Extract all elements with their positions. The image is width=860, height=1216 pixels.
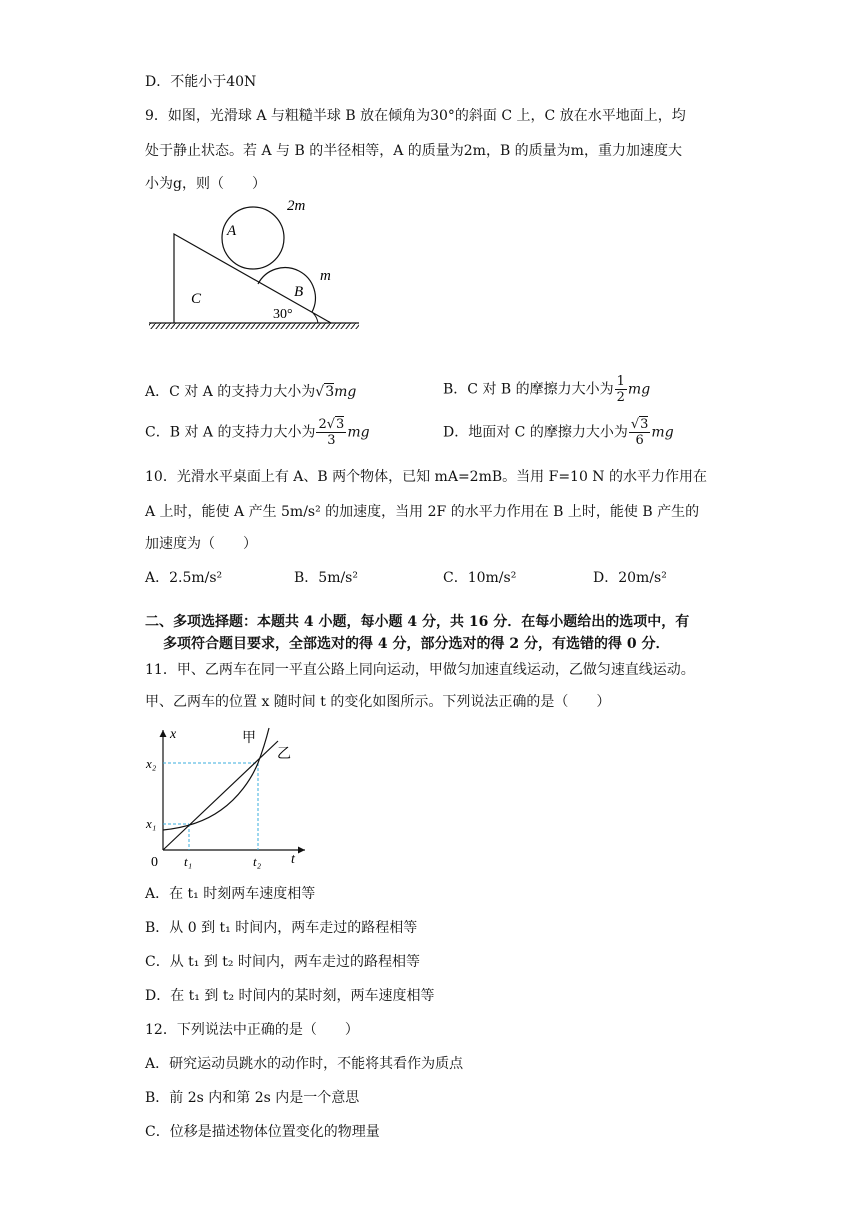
q11-xt-graph: [143, 720, 313, 870]
q12-option-c: C．位移是描述物体位置变化的物理量: [145, 1124, 380, 1140]
ground-hatch: [149, 323, 359, 329]
tick-t2: t₂: [253, 854, 262, 869]
q9-stem-line2: 处于静止状态。若 A 与 B 的半径相等，A 的质量为2m，B 的质量为m，重力加速度大: [145, 143, 682, 159]
section2-header-line1: 二、多项选择题：本题共 4 小题，每小题 4 分，共 16 分．在每小题给出的选项中，有: [145, 614, 690, 630]
q10-option-c: C．10m/s²: [443, 570, 517, 586]
q10-option-b: B．5m/s²: [294, 570, 358, 586]
q11-stem-line2: 甲、乙两车的位置 x 随时间 t 的变化如图所示。下列说法正确的是（ ）: [145, 694, 611, 710]
x-axis-label: t: [291, 852, 295, 867]
q9-option-c: C．B 对 A 的支持力大小为 $\frac{2√3}{3}$ mg: [145, 417, 370, 448]
q10-option-d: D．20m/s²: [593, 570, 667, 586]
q11-option-a: A．在 t₁ 时刻两车速度相等: [145, 886, 316, 902]
q9-stem-line3: 小为g，则（ ）: [145, 176, 266, 192]
y-axis-label: x: [170, 727, 177, 742]
q11-option-d: D．在 t₁ 到 t₂ 时间内的某时刻，两车速度相等: [145, 988, 435, 1004]
q9-incline-figure: [145, 198, 370, 338]
tick-x2: x₂: [146, 756, 157, 771]
tick-t1: t₁: [184, 854, 193, 869]
q12-option-b: B．前 2s 内和第 2s 内是一个意思: [145, 1090, 360, 1106]
q11-stem-line1: 11．甲、乙两车在同一平直公路上同向运动，甲做匀加速直线运动，乙做匀速直线运动。: [145, 662, 695, 678]
label-jia: 甲: [242, 731, 256, 746]
q12-option-a: A．研究运动员跳水的动作时，不能将其看作为质点: [145, 1056, 464, 1072]
q12-stem: 12．下列说法中正确的是（ ）: [145, 1022, 359, 1038]
q8-option-d: D．不能小于40N: [145, 74, 257, 90]
label-c: C: [191, 291, 202, 307]
q9-stem-line1: 9．如图，光滑球 A 与粗糙半球 B 放在倾角为30°的斜面 C 上，C 放在水平地面上，均: [145, 108, 686, 124]
section2-header-line2: 多项符合题目要求，全部选对的得 4 分，部分选对的得 2 分，有选错的得 0 分．: [163, 636, 670, 652]
q10-stem-line1: 10．光滑水平桌面上有 A、B 两个物体，已知 mA=2mB。当用 F=10 N 的水平力作用在: [145, 469, 708, 485]
tick-x1: x₁: [146, 816, 157, 831]
label-mass-a: 2m: [287, 198, 306, 214]
q11-option-b: B．从 0 到 t₁ 时间内，两车走过的路程相等: [145, 920, 418, 936]
q10-option-a: A．2.5m/s²: [145, 570, 223, 586]
q9-option-b: B．C 对 B 的摩擦力大小为 $\frac{1}{2}$ mg: [443, 374, 651, 405]
hemisphere-b: [258, 268, 315, 312]
line-yi: [163, 741, 278, 850]
q10-stem-line2: A 上时，能使 A 产生 5m/s² 的加速度，当用 2F 的水平力作用在 B 上时，能使 B 产生的: [145, 504, 700, 520]
q10-stem-line3: 加速度为（ ）: [145, 536, 257, 552]
q11-option-c: C．从 t₁ 到 t₂ 时间内，两车走过的路程相等: [145, 954, 420, 970]
label-angle: 30°: [273, 307, 293, 322]
q9-option-a: A．C 对 A 的支持力大小为√3mg: [145, 384, 357, 400]
label-yi: 乙: [277, 747, 291, 762]
label-mass-b: m: [320, 268, 331, 284]
label-a: A: [227, 223, 237, 239]
label-b: B: [294, 284, 304, 300]
q9-option-d: D．地面对 C 的摩擦力大小为 $\frac{√3}{6}$ mg: [443, 417, 674, 448]
origin-label: 0: [151, 855, 158, 870]
